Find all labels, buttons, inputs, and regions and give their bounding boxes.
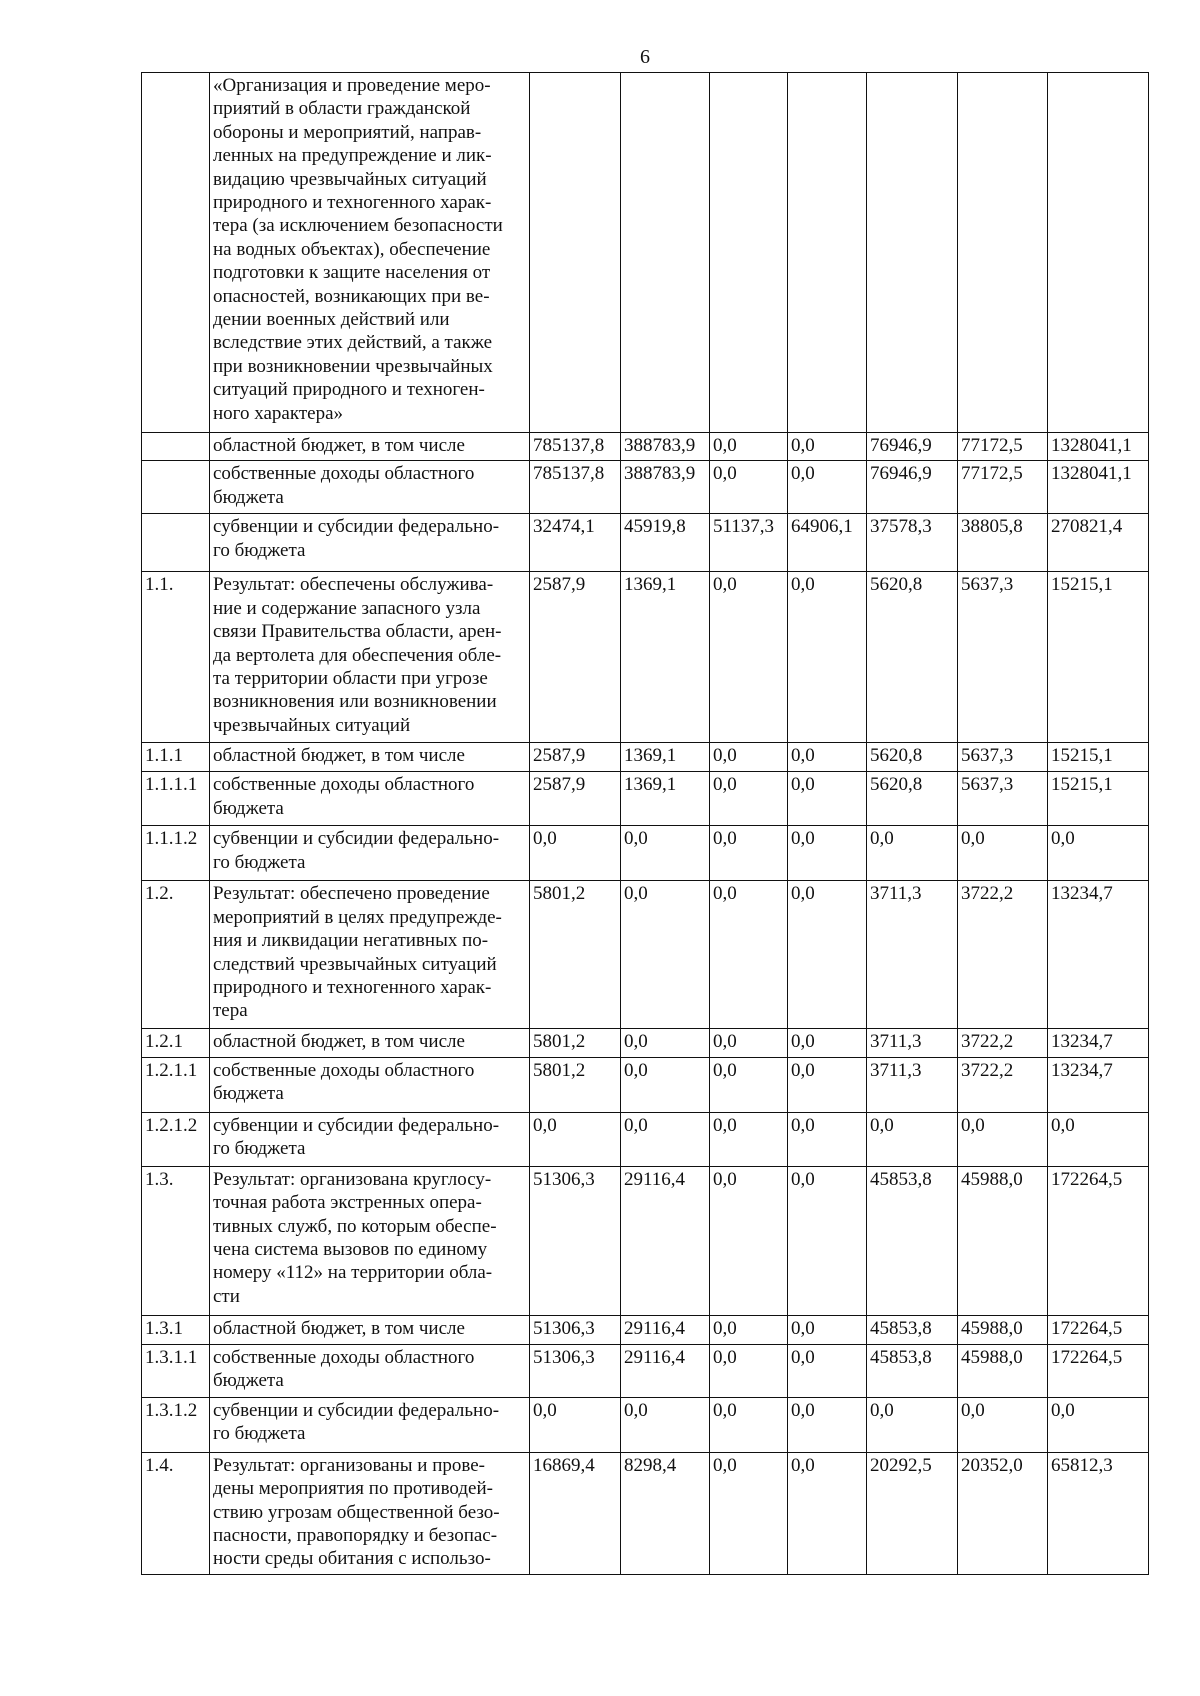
table-row (142, 1029, 1149, 1057)
value-cell: 45853,8 (867, 1315, 958, 1344)
value-cell: 1369,1 (621, 743, 710, 772)
table-row (142, 743, 1149, 772)
row-number: 1.2.1 (142, 1029, 210, 1057)
row-description: областной бюджет, в том числе (210, 743, 530, 772)
value-cell: 64906,1 (788, 514, 867, 572)
row-number: 1.3.1.1 (142, 1344, 210, 1397)
value-cell: 0,0 (621, 1397, 710, 1452)
value-cell: 3722,2 (958, 881, 1048, 1029)
value-cell: 2587,9 (530, 572, 621, 743)
row-number: 1.2. (142, 881, 210, 1029)
value-cell: 0,0 (788, 572, 867, 743)
row-description: собственные доходы областного бюджета (210, 1344, 530, 1397)
value-cell: 0,0 (710, 1344, 788, 1397)
row-number (142, 433, 210, 461)
value-cell: 45988,0 (958, 1166, 1048, 1315)
value-cell: 5801,2 (530, 1029, 621, 1057)
value-cell: 0,0 (788, 772, 867, 826)
value-cell: 0,0 (788, 1344, 867, 1397)
table-row (142, 881, 1149, 1029)
value-cell: 0,0 (710, 772, 788, 826)
value-cell: 0,0 (621, 1029, 710, 1057)
value-cell: 51306,3 (530, 1344, 621, 1397)
row-description: Результат: обеспечены обслужива- ние и содержание запасного узла связи Правительства области, арен- да вертолета для обеспечения обле- та территории области при угрозе возникновения или возникновении чрезвычайных ситуаций (210, 572, 530, 743)
row-description: областной бюджет, в том числе (210, 1315, 530, 1344)
value-cell: 20292,5 (867, 1452, 958, 1574)
table-row (142, 1315, 1149, 1344)
value-cell: 45853,8 (867, 1344, 958, 1397)
value-cell: 65812,3 (1048, 1452, 1149, 1574)
row-number: 1.1.1 (142, 743, 210, 772)
row-description: субвенции и субсидии федерально- го бюджета (210, 1112, 530, 1166)
value-cell: 15215,1 (1048, 772, 1149, 826)
table-row (142, 1057, 1149, 1112)
value-cell: 0,0 (621, 826, 710, 881)
value-cell: 172264,5 (1048, 1166, 1149, 1315)
row-number: 1.1.1.1 (142, 772, 210, 826)
value-cell: 5637,3 (958, 572, 1048, 743)
value-cell: 0,0 (958, 826, 1048, 881)
value-cell (958, 73, 1048, 433)
value-cell (788, 73, 867, 433)
value-cell: 0,0 (788, 826, 867, 881)
value-cell: 29116,4 (621, 1315, 710, 1344)
row-number (142, 461, 210, 514)
row-number: 1.3. (142, 1166, 210, 1315)
value-cell: 1328041,1 (1048, 433, 1149, 461)
value-cell: 5620,8 (867, 572, 958, 743)
row-number: 1.1.1.2 (142, 826, 210, 881)
value-cell: 0,0 (710, 1397, 788, 1452)
value-cell: 0,0 (788, 881, 867, 1029)
row-number: 1.3.1.2 (142, 1397, 210, 1452)
value-cell: 45919,8 (621, 514, 710, 572)
value-cell: 0,0 (710, 1166, 788, 1315)
row-number: 1.2.1.2 (142, 1112, 210, 1166)
value-cell: 0,0 (710, 1452, 788, 1574)
value-cell: 0,0 (710, 572, 788, 743)
row-number: 1.2.1.1 (142, 1057, 210, 1112)
table-row (142, 514, 1149, 572)
value-cell: 0,0 (1048, 1112, 1149, 1166)
value-cell: 13234,7 (1048, 881, 1149, 1029)
value-cell: 388783,9 (621, 461, 710, 514)
value-cell: 0,0 (788, 743, 867, 772)
value-cell: 2587,9 (530, 772, 621, 826)
value-cell: 8298,4 (621, 1452, 710, 1574)
value-cell: 20352,0 (958, 1452, 1048, 1574)
row-description: субвенции и субсидии федерально- го бюджета (210, 514, 530, 572)
value-cell: 270821,4 (1048, 514, 1149, 572)
row-description: «Организация и проведение меро- приятий в области гражданской обороны и мероприятий, направ- ленных на предупреждение и лик- видацию чрезвычайных ситуаций природного и техногенного харак- тера (за исключением безопасности на водных объектах), обеспечение подготовки к защите населения от опасностей, возникающих при ве- дении военных действий или вследствие этих действий, а также при возникновении чрезвычайных ситуаций природного и техноген- ного характера» (210, 73, 530, 433)
value-cell: 3711,3 (867, 1029, 958, 1057)
table-row (142, 461, 1149, 514)
row-number: 1.1. (142, 572, 210, 743)
value-cell: 0,0 (710, 1029, 788, 1057)
row-number: 1.3.1 (142, 1315, 210, 1344)
table-row (142, 73, 1149, 433)
table-row (142, 1112, 1149, 1166)
row-number: 1.4. (142, 1452, 210, 1574)
value-cell: 0,0 (867, 826, 958, 881)
value-cell: 77172,5 (958, 461, 1048, 514)
value-cell: 29116,4 (621, 1344, 710, 1397)
value-cell: 29116,4 (621, 1166, 710, 1315)
value-cell (710, 73, 788, 433)
row-description: собственные доходы областного бюджета (210, 1057, 530, 1112)
value-cell: 45853,8 (867, 1166, 958, 1315)
value-cell: 45988,0 (958, 1315, 1048, 1344)
value-cell: 0,0 (788, 433, 867, 461)
value-cell: 0,0 (710, 881, 788, 1029)
value-cell: 0,0 (621, 1057, 710, 1112)
value-cell: 0,0 (958, 1112, 1048, 1166)
value-cell: 3711,3 (867, 881, 958, 1029)
value-cell: 0,0 (710, 826, 788, 881)
value-cell: 0,0 (710, 461, 788, 514)
row-description: Результат: обеспечено проведение мероприятий в целях предупрежде- ния и ликвидации негативных по- следствий чрезвычайных ситуаций природного и техногенного харак- тера (210, 881, 530, 1029)
value-cell: 5620,8 (867, 743, 958, 772)
value-cell: 0,0 (710, 1057, 788, 1112)
value-cell: 0,0 (621, 1112, 710, 1166)
value-cell: 0,0 (621, 881, 710, 1029)
value-cell: 0,0 (788, 461, 867, 514)
value-cell: 51306,3 (530, 1315, 621, 1344)
value-cell: 3722,2 (958, 1057, 1048, 1112)
value-cell: 5801,2 (530, 881, 621, 1029)
value-cell: 51306,3 (530, 1166, 621, 1315)
value-cell: 51137,3 (710, 514, 788, 572)
value-cell: 0,0 (1048, 1397, 1149, 1452)
row-description: собственные доходы областного бюджета (210, 772, 530, 826)
value-cell: 0,0 (530, 826, 621, 881)
row-description: субвенции и субсидии федерально- го бюджета (210, 1397, 530, 1452)
value-cell: 172264,5 (1048, 1315, 1149, 1344)
row-description: областной бюджет, в том числе (210, 433, 530, 461)
table-row (142, 572, 1149, 743)
value-cell: 0,0 (788, 1057, 867, 1112)
value-cell: 0,0 (710, 1112, 788, 1166)
row-description: областной бюджет, в том числе (210, 1029, 530, 1057)
table-row (142, 1397, 1149, 1452)
value-cell: 5637,3 (958, 743, 1048, 772)
value-cell: 45988,0 (958, 1344, 1048, 1397)
value-cell: 77172,5 (958, 433, 1048, 461)
value-cell: 0,0 (788, 1452, 867, 1574)
value-cell: 37578,3 (867, 514, 958, 572)
value-cell: 5637,3 (958, 772, 1048, 826)
value-cell: 3711,3 (867, 1057, 958, 1112)
value-cell: 38805,8 (958, 514, 1048, 572)
value-cell: 15215,1 (1048, 743, 1149, 772)
value-cell: 785137,8 (530, 461, 621, 514)
value-cell: 76946,9 (867, 433, 958, 461)
value-cell: 13234,7 (1048, 1057, 1149, 1112)
value-cell: 1328041,1 (1048, 461, 1149, 514)
value-cell (621, 73, 710, 433)
table-row (142, 1344, 1149, 1397)
value-cell: 0,0 (788, 1029, 867, 1057)
table-row (142, 772, 1149, 826)
value-cell: 0,0 (710, 433, 788, 461)
value-cell: 1369,1 (621, 772, 710, 826)
value-cell: 0,0 (788, 1112, 867, 1166)
value-cell: 388783,9 (621, 433, 710, 461)
row-number (142, 514, 210, 572)
value-cell: 0,0 (867, 1397, 958, 1452)
value-cell: 0,0 (788, 1397, 867, 1452)
value-cell: 0,0 (710, 1315, 788, 1344)
page-number: 6 (640, 46, 650, 68)
value-cell (867, 73, 958, 433)
value-cell: 15215,1 (1048, 572, 1149, 743)
row-description: Результат: организована круглосу- точная работа экстренных опера- тивных служб, по которым обеспе- чена система вызовов по единому номеру «112» на территории обла- сти (210, 1166, 530, 1315)
value-cell: 0,0 (710, 743, 788, 772)
value-cell: 3722,2 (958, 1029, 1048, 1057)
row-description: Результат: организованы и прове- дены мероприятия по противодей- ствию угрозам общественной безо- пасности, правопорядку и безопас- ности среды обитания с использо- (210, 1452, 530, 1574)
value-cell: 5620,8 (867, 772, 958, 826)
value-cell (1048, 73, 1149, 433)
table-row (142, 1166, 1149, 1315)
value-cell: 0,0 (788, 1315, 867, 1344)
value-cell: 2587,9 (530, 743, 621, 772)
row-number (142, 73, 210, 433)
value-cell: 32474,1 (530, 514, 621, 572)
budget-table (141, 72, 1149, 1575)
value-cell: 0,0 (788, 1166, 867, 1315)
value-cell: 0,0 (958, 1397, 1048, 1452)
value-cell: 0,0 (530, 1397, 621, 1452)
value-cell: 13234,7 (1048, 1029, 1149, 1057)
value-cell: 785137,8 (530, 433, 621, 461)
row-description: субвенции и субсидии федерально- го бюджета (210, 826, 530, 881)
table-row (142, 1452, 1149, 1574)
row-description: собственные доходы областного бюджета (210, 461, 530, 514)
value-cell: 16869,4 (530, 1452, 621, 1574)
table-row (142, 433, 1149, 461)
value-cell: 1369,1 (621, 572, 710, 743)
value-cell: 5801,2 (530, 1057, 621, 1112)
table-row (142, 826, 1149, 881)
value-cell: 0,0 (867, 1112, 958, 1166)
value-cell: 172264,5 (1048, 1344, 1149, 1397)
value-cell: 0,0 (1048, 826, 1149, 881)
value-cell: 0,0 (530, 1112, 621, 1166)
value-cell (530, 73, 621, 433)
value-cell: 76946,9 (867, 461, 958, 514)
